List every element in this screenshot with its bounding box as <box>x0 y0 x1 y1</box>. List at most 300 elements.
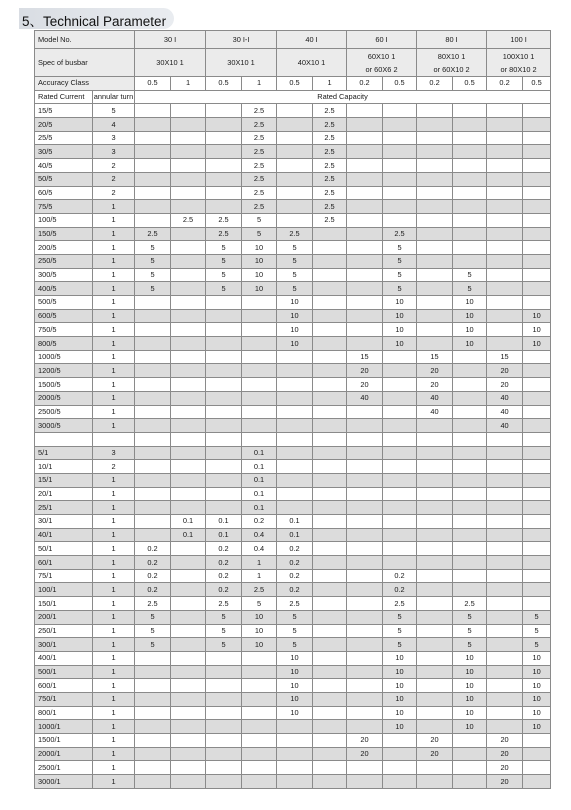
busbar-spec-line: or 80X10 2 <box>500 64 537 74</box>
capacity-cell <box>453 405 487 419</box>
capacity-cell <box>135 131 171 145</box>
busbar-spec-line: 60X10 1 <box>367 51 396 61</box>
capacity-cell: 10 <box>242 268 277 282</box>
capacity-cell: 10 <box>383 323 417 337</box>
capacity-cell <box>487 597 523 611</box>
capacity-cell: 5 <box>206 624 242 638</box>
capacity-cell <box>135 720 171 734</box>
capacity-cell: 0.2 <box>242 515 277 529</box>
capacity-cell <box>417 487 453 501</box>
capacity-cell <box>242 692 277 706</box>
capacity-cell: 10 <box>277 309 313 323</box>
capacity-cell: 5 <box>135 282 171 296</box>
capacity-cell <box>453 118 487 132</box>
capacity-cell <box>171 118 206 132</box>
capacity-cell: 15 <box>347 350 383 364</box>
capacity-cell <box>135 692 171 706</box>
capacity-cell <box>206 720 242 734</box>
capacity-cell <box>171 446 206 460</box>
table-row <box>35 651 551 665</box>
capacity-cell <box>313 624 347 638</box>
capacity-cell <box>206 296 242 310</box>
capacity-cell <box>487 528 523 542</box>
capacity-cell: 0.1 <box>242 487 277 501</box>
table-row <box>35 610 551 624</box>
capacity-cell <box>171 378 206 392</box>
capacity-cell: 5 <box>453 610 487 624</box>
capacity-cell <box>383 556 417 570</box>
annular-turn-cell: 1 <box>93 323 135 337</box>
capacity-cell <box>383 515 417 529</box>
capacity-cell <box>383 542 417 556</box>
table-row <box>35 747 551 761</box>
annular-turn-cell: 1 <box>93 775 135 789</box>
rated-capacity-label: Rated Capacity <box>135 90 551 104</box>
rated-current-cell: 1000/1 <box>35 720 93 734</box>
capacity-cell <box>347 761 383 775</box>
capacity-cell: 2.5 <box>313 213 347 227</box>
model-name: 30 I <box>135 31 206 49</box>
capacity-cell: 20 <box>347 364 383 378</box>
capacity-cell: 5 <box>206 638 242 652</box>
capacity-cell <box>417 501 453 515</box>
capacity-cell <box>523 583 551 597</box>
rated-current-cell: 1500/5 <box>35 378 93 392</box>
busbar-spec-line: 80X10 1 <box>437 51 466 61</box>
capacity-cell <box>453 734 487 748</box>
accuracy-label: Accuracy Class <box>35 77 135 91</box>
capacity-cell <box>171 583 206 597</box>
capacity-cell <box>135 296 171 310</box>
busbar-spec-line: or 60X10 2 <box>433 64 470 74</box>
capacity-cell <box>417 186 453 200</box>
capacity-cell <box>277 405 313 419</box>
capacity-cell <box>383 391 417 405</box>
table-row <box>35 186 551 200</box>
capacity-cell <box>487 254 523 268</box>
capacity-cell <box>347 597 383 611</box>
capacity-cell <box>487 569 523 583</box>
capacity-cell <box>453 460 487 474</box>
table-row <box>35 665 551 679</box>
annular-turn-cell: 2 <box>93 159 135 173</box>
rated-current-cell: 200/5 <box>35 241 93 255</box>
table-row <box>35 679 551 693</box>
capacity-cell <box>135 309 171 323</box>
capacity-cell <box>277 131 313 145</box>
capacity-cell <box>242 350 277 364</box>
capacity-cell <box>523 405 551 419</box>
capacity-cell <box>171 350 206 364</box>
capacity-cell: 0.1 <box>171 528 206 542</box>
model-name: 60 I <box>347 31 417 49</box>
annular-turn-cell: 1 <box>93 391 135 405</box>
capacity-cell <box>417 131 453 145</box>
capacity-cell <box>523 391 551 405</box>
capacity-cell <box>347 665 383 679</box>
annular-turn-cell: 1 <box>93 556 135 570</box>
annular-turn-cell: 1 <box>93 583 135 597</box>
capacity-cell <box>135 734 171 748</box>
capacity-cell <box>453 528 487 542</box>
capacity-cell <box>135 118 171 132</box>
capacity-cell: 2.5 <box>135 597 171 611</box>
capacity-cell <box>242 679 277 693</box>
capacity-cell <box>347 679 383 693</box>
capacity-cell <box>206 651 242 665</box>
capacity-cell <box>313 501 347 515</box>
table-row <box>35 323 551 337</box>
empty-cell <box>277 432 313 446</box>
capacity-cell <box>383 159 417 173</box>
capacity-cell <box>206 186 242 200</box>
capacity-cell <box>171 775 206 789</box>
capacity-cell <box>383 145 417 159</box>
capacity-cell <box>171 241 206 255</box>
rated-current-cell: 800/1 <box>35 706 93 720</box>
table-row <box>35 309 551 323</box>
capacity-cell <box>453 186 487 200</box>
capacity-cell <box>171 391 206 405</box>
capacity-cell <box>313 350 347 364</box>
table-row <box>35 569 551 583</box>
empty-cell <box>487 432 523 446</box>
rated-current-label: Rated Current <box>35 90 93 104</box>
annular-turn-cell: 1 <box>93 350 135 364</box>
capacity-cell <box>453 350 487 364</box>
table-row <box>35 282 551 296</box>
capacity-cell <box>313 405 347 419</box>
rated-current-cell: 100/1 <box>35 583 93 597</box>
capacity-cell <box>135 651 171 665</box>
capacity-cell: 10 <box>453 651 487 665</box>
technical-parameter-table <box>34 30 551 789</box>
capacity-cell <box>171 296 206 310</box>
capacity-cell <box>523 775 551 789</box>
capacity-cell <box>206 473 242 487</box>
capacity-cell <box>417 460 453 474</box>
table-row <box>35 501 551 515</box>
capacity-cell: 5 <box>453 268 487 282</box>
capacity-cell <box>313 692 347 706</box>
capacity-cell <box>206 460 242 474</box>
capacity-cell <box>453 378 487 392</box>
capacity-cell: 10 <box>383 296 417 310</box>
capacity-cell: 40 <box>417 391 453 405</box>
table-row <box>35 337 551 351</box>
capacity-cell <box>135 159 171 173</box>
capacity-cell: 20 <box>417 747 453 761</box>
capacity-cell <box>417 651 453 665</box>
annular-turn-cell: 1 <box>93 378 135 392</box>
capacity-cell <box>417 556 453 570</box>
capacity-cell <box>206 775 242 789</box>
capacity-cell: 5 <box>206 282 242 296</box>
capacity-cell: 5 <box>523 610 551 624</box>
capacity-cell: 10 <box>277 323 313 337</box>
capacity-cell <box>383 118 417 132</box>
capacity-cell: 5 <box>383 241 417 255</box>
rated-current-cell: 2500/1 <box>35 761 93 775</box>
annular-turn-cell: 1 <box>93 747 135 761</box>
capacity-cell <box>347 515 383 529</box>
table-row <box>35 296 551 310</box>
capacity-cell <box>135 213 171 227</box>
capacity-cell <box>383 405 417 419</box>
capacity-cell <box>383 734 417 748</box>
capacity-cell <box>417 679 453 693</box>
capacity-cell <box>417 720 453 734</box>
capacity-cell <box>206 350 242 364</box>
capacity-cell <box>135 172 171 186</box>
capacity-cell: 0.1 <box>242 446 277 460</box>
capacity-cell: 5 <box>383 254 417 268</box>
capacity-cell <box>206 679 242 693</box>
capacity-cell <box>242 775 277 789</box>
capacity-cell <box>277 391 313 405</box>
capacity-cell <box>242 665 277 679</box>
annular-turn-cell: 1 <box>93 597 135 611</box>
capacity-cell <box>383 200 417 214</box>
capacity-cell <box>417 241 453 255</box>
capacity-cell <box>523 761 551 775</box>
capacity-cell <box>313 569 347 583</box>
capacity-cell <box>347 610 383 624</box>
capacity-cell: 2.5 <box>242 145 277 159</box>
capacity-cell <box>313 515 347 529</box>
capacity-cell: 0.2 <box>277 556 313 570</box>
capacity-cell: 10 <box>523 309 551 323</box>
capacity-cell <box>417 624 453 638</box>
capacity-cell <box>417 268 453 282</box>
capacity-cell <box>453 213 487 227</box>
capacity-cell: 2.5 <box>383 597 417 611</box>
annular-turn-cell: 3 <box>93 145 135 159</box>
capacity-cell: 5 <box>383 268 417 282</box>
capacity-cell <box>383 350 417 364</box>
capacity-cell: 2.5 <box>313 200 347 214</box>
capacity-cell: 10 <box>277 651 313 665</box>
table-row <box>35 761 551 775</box>
capacity-cell <box>453 446 487 460</box>
empty-cell <box>171 432 206 446</box>
empty-cell <box>313 432 347 446</box>
capacity-cell <box>523 186 551 200</box>
capacity-cell <box>453 159 487 173</box>
capacity-cell <box>135 487 171 501</box>
capacity-cell <box>347 282 383 296</box>
capacity-cell: 2.5 <box>313 186 347 200</box>
capacity-cell <box>135 473 171 487</box>
capacity-cell <box>277 364 313 378</box>
capacity-cell <box>347 419 383 433</box>
capacity-cell: 10 <box>383 337 417 351</box>
capacity-cell <box>417 569 453 583</box>
capacity-cell: 2.5 <box>135 227 171 241</box>
table-row <box>35 542 551 556</box>
capacity-cell <box>171 364 206 378</box>
capacity-cell <box>523 734 551 748</box>
annular-turn-cell: 1 <box>93 515 135 529</box>
annular-turn-cell: 4 <box>93 118 135 132</box>
capacity-cell <box>523 569 551 583</box>
capacity-cell <box>487 282 523 296</box>
annular-turn-cell: 5 <box>93 104 135 118</box>
capacity-cell <box>487 131 523 145</box>
capacity-cell <box>313 378 347 392</box>
capacity-cell: 5 <box>383 624 417 638</box>
table-row <box>35 638 551 652</box>
capacity-cell <box>206 692 242 706</box>
capacity-cell <box>487 651 523 665</box>
rated-current-cell: 10/1 <box>35 460 93 474</box>
capacity-cell <box>313 391 347 405</box>
capacity-cell: 5 <box>206 610 242 624</box>
annular-turn-cell: 1 <box>93 487 135 501</box>
rated-current-cell: 30/1 <box>35 515 93 529</box>
capacity-cell <box>453 542 487 556</box>
capacity-cell: 10 <box>523 679 551 693</box>
capacity-cell <box>206 364 242 378</box>
table-row <box>35 692 551 706</box>
capacity-cell <box>417 145 453 159</box>
capacity-cell <box>417 227 453 241</box>
capacity-cell <box>206 665 242 679</box>
capacity-cell <box>453 569 487 583</box>
rated-current-cell: 60/5 <box>35 186 93 200</box>
capacity-cell <box>347 172 383 186</box>
annular-turn-cell: 2 <box>93 460 135 474</box>
capacity-cell: 2.5 <box>242 104 277 118</box>
spec-row <box>35 49 551 77</box>
capacity-cell <box>453 241 487 255</box>
capacity-cell <box>487 706 523 720</box>
table-row <box>35 487 551 501</box>
capacity-cell <box>453 487 487 501</box>
capacity-cell <box>347 337 383 351</box>
capacity-cell: 5 <box>523 638 551 652</box>
accuracy-class-cell: 0.2 <box>417 77 453 91</box>
capacity-cell: 0.1 <box>242 501 277 515</box>
capacity-cell <box>417 200 453 214</box>
capacity-cell <box>313 227 347 241</box>
capacity-cell <box>171 145 206 159</box>
capacity-cell <box>242 419 277 433</box>
capacity-cell <box>313 720 347 734</box>
table-row <box>35 378 551 392</box>
capacity-cell <box>487 337 523 351</box>
table-row <box>35 364 551 378</box>
capacity-cell <box>417 337 453 351</box>
accuracy-class-cell: 0.5 <box>383 77 417 91</box>
table-row <box>35 706 551 720</box>
spec-label: Spec of busbar <box>35 49 135 77</box>
capacity-cell: 10 <box>242 624 277 638</box>
capacity-cell <box>206 323 242 337</box>
rated-current-cell: 20/1 <box>35 487 93 501</box>
capacity-cell <box>523 131 551 145</box>
annular-turn-cell: 1 <box>93 200 135 214</box>
capacity-cell <box>347 323 383 337</box>
capacity-cell <box>206 446 242 460</box>
capacity-cell <box>277 501 313 515</box>
capacity-cell: 0.2 <box>383 569 417 583</box>
annular-turn-cell: 1 <box>93 720 135 734</box>
rated-current-cell: 300/5 <box>35 268 93 282</box>
capacity-cell <box>417 542 453 556</box>
model-name: 40 I <box>277 31 347 49</box>
table-row <box>35 528 551 542</box>
capacity-cell <box>277 159 313 173</box>
capacity-cell <box>313 597 347 611</box>
rated-current-cell: 250/5 <box>35 254 93 268</box>
model-name: 30 I-I <box>206 31 277 49</box>
capacity-cell: 10 <box>383 706 417 720</box>
capacity-cell <box>417 610 453 624</box>
accuracy-class-cell: 1 <box>242 77 277 91</box>
capacity-cell: 5 <box>242 597 277 611</box>
table-row <box>35 241 551 255</box>
capacity-cell <box>135 446 171 460</box>
capacity-cell <box>453 556 487 570</box>
rated-current-cell: 40/1 <box>35 528 93 542</box>
table-row <box>35 104 551 118</box>
capacity-cell <box>453 761 487 775</box>
capacity-cell <box>277 145 313 159</box>
capacity-cell <box>523 597 551 611</box>
capacity-cell <box>171 159 206 173</box>
capacity-cell <box>206 501 242 515</box>
annular-turn-cell: 2 <box>93 186 135 200</box>
rated-current-cell: 3000/5 <box>35 419 93 433</box>
rated-current-cell: 200/1 <box>35 610 93 624</box>
capacity-cell: 0.2 <box>206 583 242 597</box>
capacity-cell <box>171 692 206 706</box>
capacity-cell: 10 <box>383 692 417 706</box>
capacity-cell <box>487 692 523 706</box>
capacity-cell <box>487 473 523 487</box>
capacity-cell: 10 <box>523 692 551 706</box>
capacity-cell <box>417 118 453 132</box>
rated-current-header-row <box>35 90 551 104</box>
capacity-cell <box>206 145 242 159</box>
capacity-cell <box>347 200 383 214</box>
capacity-cell <box>277 734 313 748</box>
capacity-cell: 0.2 <box>277 569 313 583</box>
capacity-cell: 0.2 <box>135 569 171 583</box>
annular-turn-cell: 1 <box>93 254 135 268</box>
capacity-cell <box>347 186 383 200</box>
capacity-cell <box>277 104 313 118</box>
capacity-cell: 5 <box>135 241 171 255</box>
capacity-cell <box>135 775 171 789</box>
capacity-cell <box>487 556 523 570</box>
annular-turn-cell: 1 <box>93 213 135 227</box>
capacity-cell <box>313 446 347 460</box>
capacity-cell <box>277 487 313 501</box>
capacity-cell: 2.5 <box>242 583 277 597</box>
capacity-cell: 10 <box>523 323 551 337</box>
capacity-cell: 5 <box>453 624 487 638</box>
rated-current-cell: 5/1 <box>35 446 93 460</box>
capacity-cell <box>171 200 206 214</box>
capacity-cell <box>523 145 551 159</box>
capacity-cell <box>313 323 347 337</box>
capacity-cell <box>277 460 313 474</box>
capacity-cell <box>347 213 383 227</box>
capacity-cell: 0.4 <box>242 528 277 542</box>
capacity-cell: 2.5 <box>313 131 347 145</box>
